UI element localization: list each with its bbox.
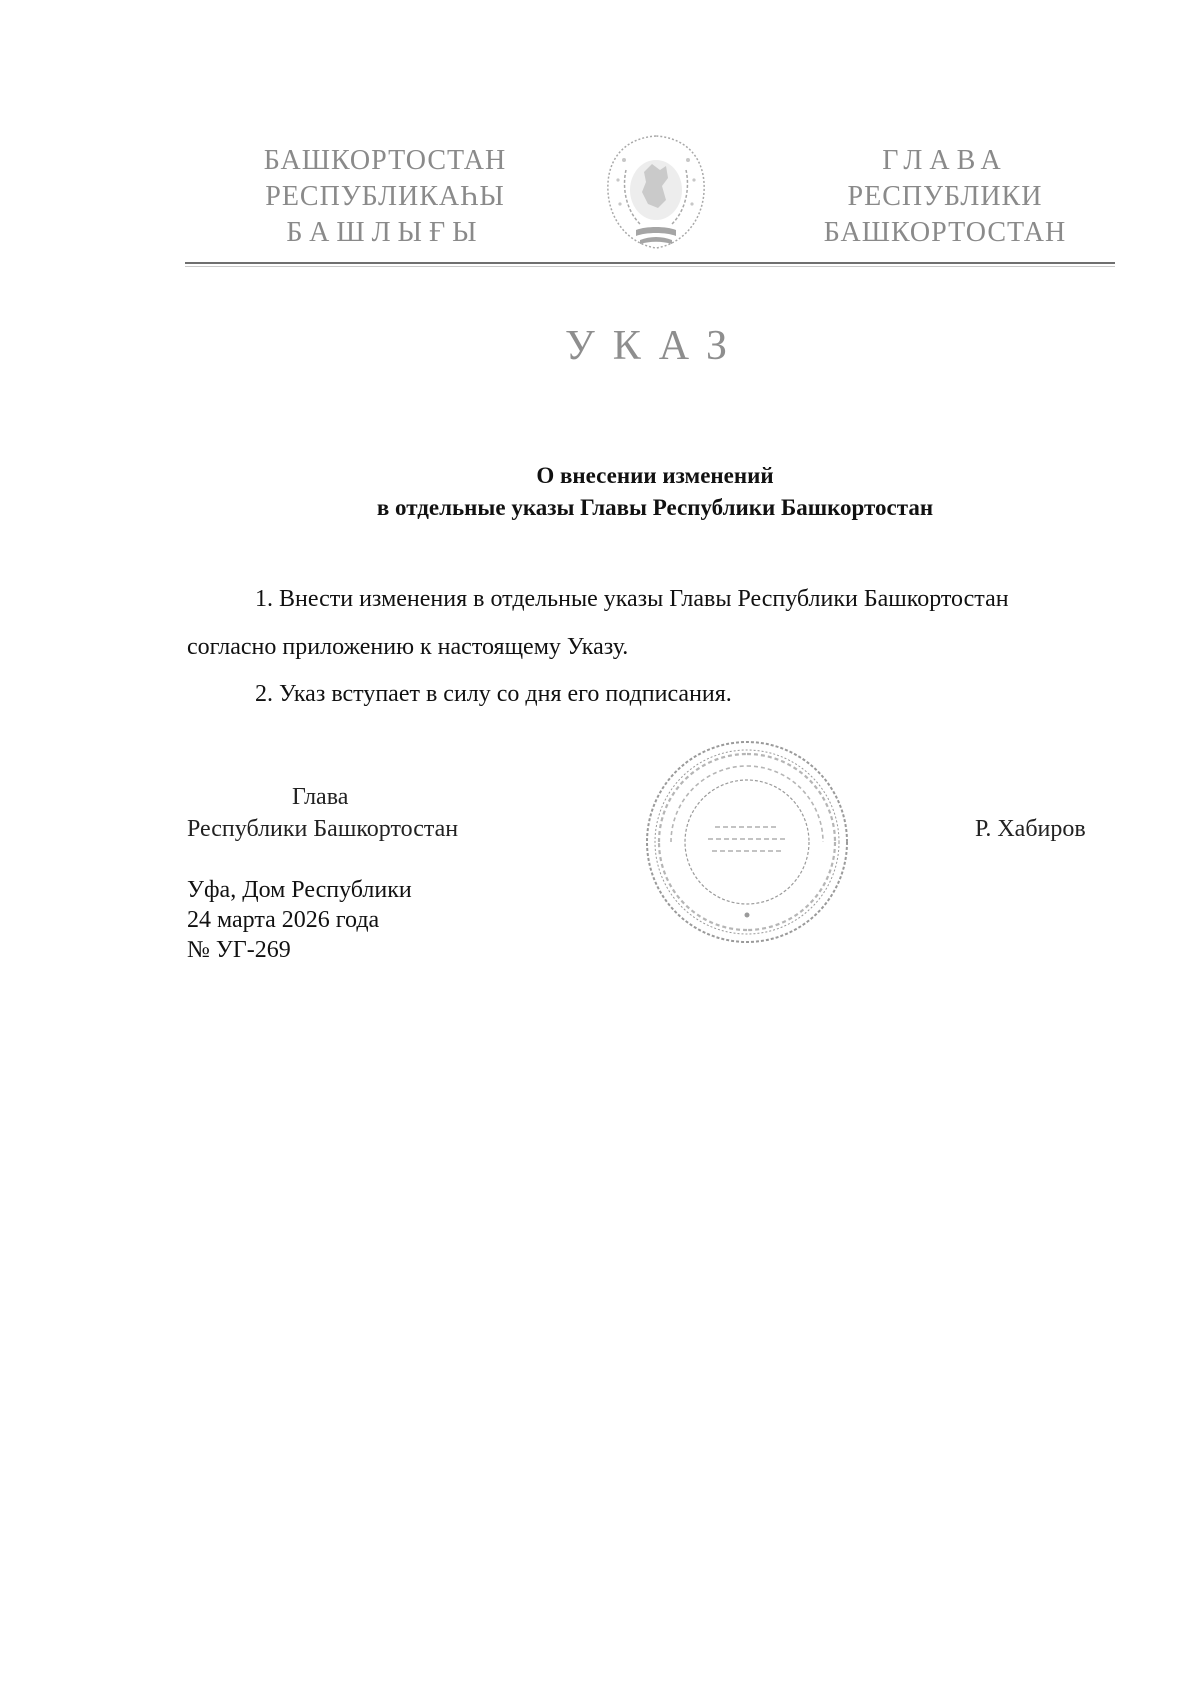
header-russian [795,143,1095,251]
signing-date: 24 марта 2026 года [187,907,380,933]
header-russian-line-1: ГЛАВА [882,145,1008,176]
header-divider-thin [185,266,1115,267]
document-title [280,460,1030,524]
header-bashkir [235,143,535,251]
decree-number: № УГ-269 [187,937,291,963]
signatory-name: Р. Хабиров [975,816,1086,842]
paragraph-1-first-line: 1. Внести изменения в отдельные указы Главы Республики Башкортостан [255,586,1009,612]
header-bashkir-line-1: БАШКОРТОСТАН [263,145,507,176]
signing-place: Уфа, Дом Республики [187,877,412,903]
document-title-line-1: О внесении изменений [536,463,774,488]
header-russian-line-2: РЕСПУБЛИКИ [847,181,1043,212]
signatory-title-line-2: Республики Башкортостан [187,816,459,842]
header-divider [185,262,1115,264]
signatory-title [187,781,507,845]
official-seal-stamp [640,735,855,950]
paragraph-1-second-line: согласно приложению к настоящему Указу. [187,634,629,660]
header-russian-line-3: БАШКОРТОСТАН [823,217,1067,248]
header-bashkir-line-2: РЕСПУБЛИКАҺЫ [265,181,505,212]
place-date-number [187,875,412,965]
signatory-title-line-1: Глава [292,784,349,810]
paragraph-2: 2. Указ вступает в силу со дня его подписания. [255,681,732,707]
document-title-line-2: в отдельные указы Главы Республики Башкортостан [376,495,934,520]
coat-of-arms-emblem [596,130,716,255]
header-bashkir-line-3: БАШЛЫҒЫ [286,217,484,248]
document-type-heading: УКАЗ [564,323,746,369]
